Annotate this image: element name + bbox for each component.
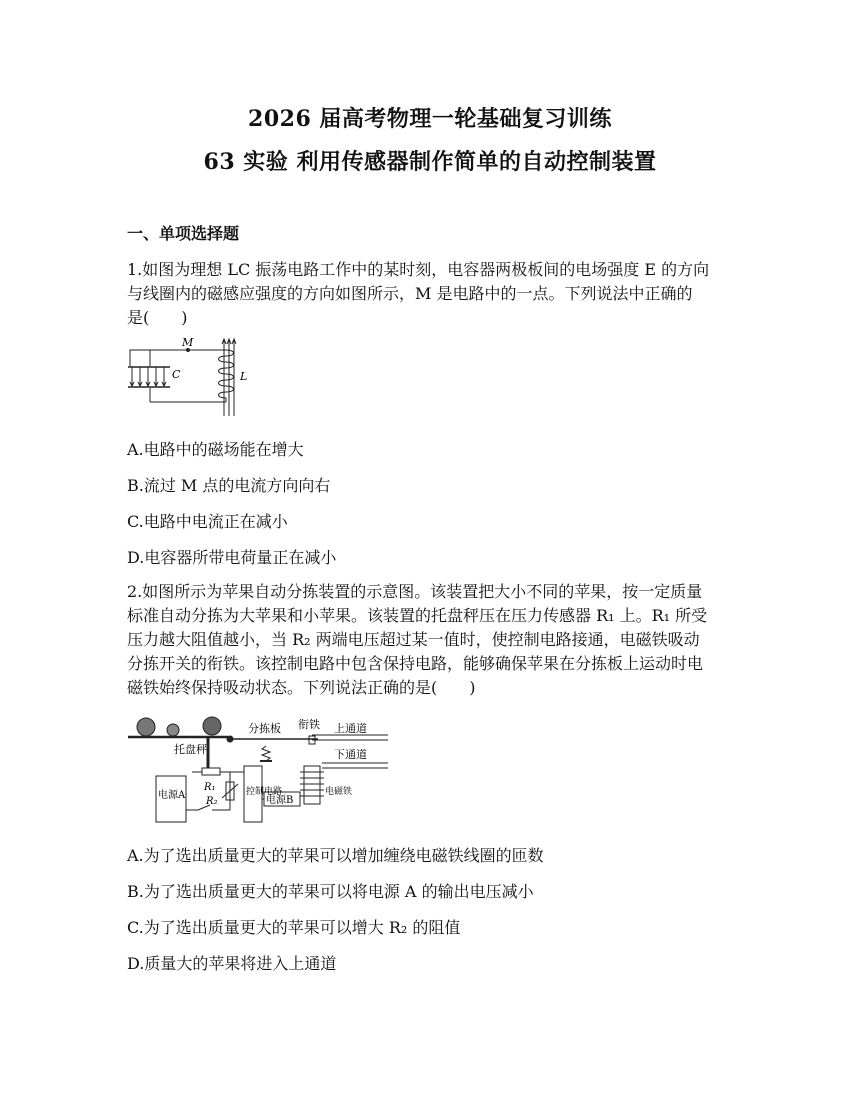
document-title-line1: 2026 届高考物理一轮基础复习训练 xyxy=(248,106,612,132)
label-control-circuit: 控制电路 xyxy=(246,787,283,797)
apple-icon xyxy=(137,718,155,736)
inductor-coil xyxy=(219,350,234,402)
question-2-option-d[interactable]: D.质量大的苹果将进入上通道 xyxy=(127,954,337,973)
question-1-line: 与线圈内的磁感应强度的方向如图所示，M 是电路中的一点。下列说法中正确的 xyxy=(127,284,693,303)
question-1-stem xyxy=(127,258,739,330)
label-source-a: 电源A xyxy=(158,790,186,801)
label-c: C xyxy=(172,368,181,381)
label-r1: R₁ xyxy=(204,782,216,793)
question-2-line: 压力越大阻值越小，当 R₂ 两端电压超过某一值时，使控制电路接通，电磁铁吸动 xyxy=(127,630,700,649)
question-2-line: 分拣开关的衔铁。该控制电路中包含保持电路，能够确保苹果在分拣板上运动时电 xyxy=(127,654,704,673)
question-2-line: 2.如图所示为苹果自动分拣装置的示意图。该装置把大小不同的苹果，按一定质量 xyxy=(127,582,703,601)
question-2-line: 磁铁始终保持吸动状态。下列说法正确的是( ) xyxy=(127,678,476,697)
question-1-line: 是( ) xyxy=(127,308,188,327)
question-2-option-b[interactable]: B.为了选出质量更大的苹果可以将电源 A 的输出电压减小 xyxy=(127,882,534,901)
label-l: L xyxy=(240,370,248,383)
apple-sorter-figure xyxy=(126,702,390,830)
label-sort-board: 分拣板 xyxy=(248,722,281,735)
apple-icon xyxy=(167,724,179,736)
capacitor-top-lead xyxy=(130,350,150,366)
electric-field-arrows xyxy=(130,367,166,386)
label-armature: 衔铁 xyxy=(298,718,320,731)
question-1-line: 1.如图为理想 LC 振荡电路工作中的某时刻，电容器两极板间的电场强度 E 的方向 xyxy=(127,260,710,279)
question-1-option-c[interactable]: C.电路中电流正在减小 xyxy=(127,512,288,531)
resistor-r1 xyxy=(202,768,220,775)
question-1-option-b[interactable]: B.流过 M 点的电流方向向右 xyxy=(127,476,331,495)
spring-icon xyxy=(262,746,270,761)
section-heading: 一、单项选择题 xyxy=(127,224,240,243)
magnetic-field-lines xyxy=(222,339,236,416)
lc-circuit-figure xyxy=(126,336,254,424)
label-tray-scale: 托盘秤 xyxy=(174,743,207,756)
label-m: M xyxy=(182,336,194,349)
question-2-option-a[interactable]: A.为了选出质量更大的苹果可以增加缠绕电磁铁线圈的匝数 xyxy=(127,846,544,865)
lc-circuit-diagram xyxy=(126,336,254,420)
label-source-b: 电源B xyxy=(266,795,294,806)
label-upper-channel: 上通道 xyxy=(334,722,367,735)
question-1-option-a[interactable]: A.电路中的磁场能在增大 xyxy=(127,440,304,459)
apple-sorter-diagram xyxy=(126,702,390,826)
label-lower-channel: 下通道 xyxy=(334,748,367,761)
question-2-option-c[interactable]: C.为了选出质量更大的苹果可以增大 R₂ 的阻值 xyxy=(127,918,461,937)
question-2-line: 标准自动分拣为大苹果和小苹果。该装置的托盘秤压在压力传感器 R₁ 上。R₁ 所受 xyxy=(127,606,708,625)
label-r2: R₂ xyxy=(206,796,218,807)
label-electromagnet: 电磁铁 xyxy=(325,787,353,797)
document-title-line2: 63 实验 利用传感器制作简单的自动控制装置 xyxy=(203,149,657,175)
apple-icons xyxy=(137,717,221,736)
question-2-stem xyxy=(127,580,739,700)
question-1-option-d[interactable]: D.电容器所带电荷量正在减小 xyxy=(127,548,337,567)
apple-icon xyxy=(203,717,221,735)
